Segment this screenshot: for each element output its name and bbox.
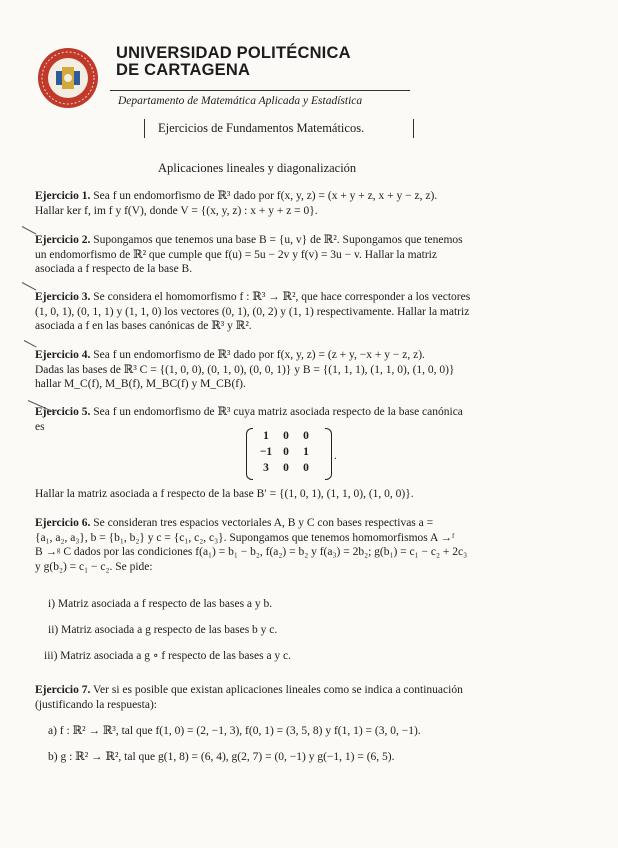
exercise-2-line2: un endomorfismo de ℝ² que cumple que f(u) = 5u − 2v y f(v) = 3u − v. Hallar la matriz [35, 248, 437, 261]
exercise-5-label: Ejercicio 5. [35, 406, 91, 418]
matrix-cell: 0 [303, 430, 309, 442]
exercise-3-line1: Se considera el homomorfismo f : ℝ³ → ℝ², que hace corresponder a los vectores [93, 291, 471, 303]
exercise-6-line3: B →ᵍ C dados por las condiciones f(a₁) = b₁ − b₂, f(a₂) = b₂ y f(a₃) = 2b₂; g(b₁) = c₁ − c₂ + 2c₃ [35, 546, 468, 558]
exercise-3 [35, 290, 555, 334]
exercise-7-line1: Ver si es posible que existan aplicaciones lineales como se indica a continuación [93, 684, 463, 696]
exercise-1-line1: Sea f un endomorfismo de ℝ³ dado por f(x, y, z) = (x + y + z, x + y − z, z). [93, 190, 438, 202]
exercise-1 [35, 189, 555, 218]
university-name-line2: DE CARTAGENA [116, 61, 251, 79]
exercise-5-line3: Hallar la matriz asociada a f respecto de la base B′ = {(1, 0, 1), (1, 1, 0), (1, 0, 0)}. [35, 488, 414, 500]
exercise-1-line2: Hallar ker f, im f y f(V), donde V = {(x, y, z) : x + y + z = 0}. [35, 204, 318, 217]
matrix-cell: −1 [259, 446, 273, 458]
pen-mark [22, 282, 37, 290]
university-name [116, 45, 351, 79]
department-name: Departamento de Matemática Aplicada y Estadística [118, 95, 363, 107]
matrix-row-2 [256, 446, 322, 458]
matrix-right-bracket [325, 428, 332, 480]
university-seal-logo [37, 47, 99, 109]
matrix-cell: 0 [283, 462, 289, 474]
pen-mark [24, 340, 37, 347]
exercise-4-line2: Dadas las bases de ℝ³ C = {(1, 0, 0), (0, 1, 0), (0, 0, 1)} y B = {(1, 1, 1), (1, 1, 0), (1, 0, 0)} [35, 363, 455, 376]
exercise-3-label: Ejercicio 3. [35, 291, 91, 303]
exercise-4-label: Ejercicio 4. [35, 349, 91, 361]
exercise-6-item-iii: iii) Matriz asociada a g ∘ f respecto de las bases a y c. [44, 650, 292, 662]
exercise-2-line1: Supongamos que tenemos una base B = {u, v} de ℝ². Supongamos que tenemos [93, 234, 463, 246]
exercise-1-label: Ejercicio 1. [35, 190, 91, 202]
exercise-7 [35, 683, 555, 712]
matrix-cell: 1 [263, 430, 269, 442]
matrix-cell: 0 [283, 446, 289, 458]
pen-mark [22, 226, 37, 234]
exercise-7-item-b: b) g : ℝ² → ℝ², tal que g(1, 8) = (6, 4), g(2, 7) = (0, −1) y g(−1, 1) = (6, 5). [48, 751, 395, 763]
exercise-4 [35, 348, 555, 392]
matrix-cell: 3 [263, 462, 269, 474]
matrix-row-3 [256, 462, 322, 474]
exercise-5-line1: Sea f un endomorfismo de ℝ³ cuya matriz asociada respecto de la base canónica [93, 406, 463, 418]
exercise-6-line4: y g(b₂) = c₁ − c₂. Se pide: [35, 560, 153, 573]
exercise-7-item-a: a) f : ℝ² → ℝ³, tal que f(1, 0) = (2, −1, 3), f(0, 1) = (3, 5, 8) y f(1, 1) = (3, 0, −1). [48, 725, 421, 737]
exercise-3-line3: asociada a f en las bases canónicas de ℝ³ y ℝ². [35, 320, 252, 332]
exercise-6 [35, 516, 555, 574]
exercise-6-line1: Se consideran tres espacios vectoriales A, B y C con bases respectivas a = [93, 517, 434, 529]
exercise-2-line3: asociada a f respecto de la base B. [35, 263, 193, 275]
matrix-left-bracket [246, 428, 253, 480]
exercise-3-line2: (1, 0, 1), (0, 1, 1) y (1, 1, 0) los vectores (0, 1), (0, 2) y (1, 1) respectivamente. Hallar la matriz [35, 305, 470, 318]
matrix-period: . [334, 450, 337, 462]
matrix-cell: 0 [303, 462, 309, 474]
university-name-line1: UNIVERSIDAD POLITÉCNICA [116, 44, 351, 62]
exercise-6-label: Ejercicio 6. [35, 517, 91, 529]
exercise-7-line2: (justificando la respuesta): [35, 698, 157, 711]
matrix-cell: 1 [303, 446, 309, 458]
exercise-6-item-i: i) Matriz asociada a f respecto de las bases a y b. [48, 598, 273, 610]
matrix-row-1 [256, 430, 322, 442]
exercise-7-label: Ejercicio 7. [35, 684, 91, 696]
exercise-2-label: Ejercicio 2. [35, 234, 91, 246]
exercise-6-line2: {a₁, a₂, a₃}, b = {b₁, b₂} y c = {c₁, c₂, c₃}. Supongamos que tenemos homomorfismos A →ᶠ [35, 531, 455, 544]
exercise-4-line3: hallar M_C(f), M_B(f), M_BC(f) y M_CB(f). [35, 378, 246, 390]
exercise-2 [35, 233, 555, 277]
exercise-4-line1: Sea f un endomorfismo de ℝ³ dado por f(x, y, z) = (z + y, −x + y − z, z). [93, 349, 425, 361]
exercise-5-line2: es [35, 420, 45, 433]
matrix-cell: 0 [283, 430, 289, 442]
header-divider [110, 90, 410, 91]
exercise-5-matrix [246, 428, 332, 480]
course-title: Ejercicios de Fundamentos Matemáticos. [158, 121, 365, 135]
exercise-6-item-ii: ii) Matriz asociada a g respecto de las bases b y c. [48, 624, 278, 636]
section-title: Aplicaciones lineales y diagonalización [158, 161, 357, 175]
